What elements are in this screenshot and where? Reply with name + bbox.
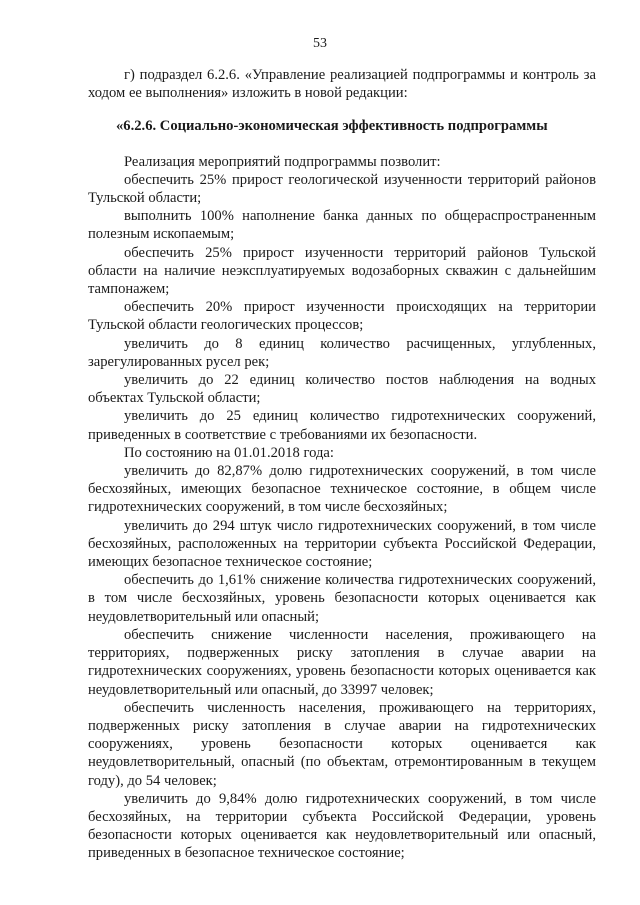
paragraph-9: По состоянию на 01.01.2018 года: [124, 444, 334, 461]
paragraph-13: обеспечить снижение численности населения, проживающего на территориях, подверженных риску затопления в случае аварии на гидротехнических сооружениях, уровень безопасности которых оценивается как неудовлетворительный или опасный, до 33997 человек; [88, 626, 596, 698]
intro-paragraph: г) подраздел 6.2.6. «Управление реализацией подпрограммы и контроль за ходом ее выполнения» изложить в новой редакции: [88, 67, 596, 102]
paragraph-2: обеспечить 25% прирост геологической изученности территорий районов Тульской области; [88, 171, 596, 207]
paragraph-10: увеличить до 82,87% долю гидротехнических сооружений, в том числе бесхозяйных, имеющих безопасное техническое состояние, в общем числе гидротехнических сооружений, в том числе бесхозяйных; [88, 463, 596, 516]
paragraph-1: Реализация мероприятий подпрограммы позволит: [124, 153, 441, 170]
paragraph-4: обеспечить 25% прирост изученности территорий районов Тульской области на наличие неэксплуатируемых водозаборных скважин с дальнейшим тампонажем; [88, 244, 596, 298]
paragraph-11: увеличить до 294 штук число гидротехнических сооружений, в том числе бесхозяйных, расположенных на территории субъекта Российской Федерации, имеющих безопасное техническое состояние; [88, 517, 596, 571]
paragraph-7: увеличить до 22 единиц количество постов наблюдения на водных объектах Тульской области; [88, 372, 596, 407]
paragraph-8: увеличить до 25 единиц количество гидротехнических сооружений, приведенных в соответствие с требованиями их безопасности. [88, 408, 596, 443]
section-heading: «6.2.6. Социально-экономическая эффективность подпрограммы [116, 118, 548, 135]
paragraph-3: выполнить 100% наполнение банка данных по общераспространенным полезным ископаемым; [88, 208, 596, 243]
document-body [88, 66, 596, 863]
page-number: 53 [313, 36, 327, 51]
paragraph-12: обеспечить до 1,61% снижение количества гидротехнических сооружений, в том числе бесхозяйных, уровень безопасности которых оценивается как неудовлетворительный или опасный; [88, 572, 596, 625]
paragraph-15: увеличить до 9,84% долю гидротехнических сооружений, в том числе бесхозяйных, на территории субъекта Российской Федерации, уровень безопасности которых оценивается как неудовлетворительный или опасный, приведенных в безопасное техническое состояние; [88, 790, 596, 862]
paragraph-5: обеспечить 20% прирост изученности происходящих на территории Тульской области геологических процессов; [88, 299, 596, 334]
paragraph-6: увеличить до 8 единиц количество расчищенных, углубленных, зарегулированных русел рек; [88, 335, 596, 370]
paragraph-14: обеспечить численность населения, проживающего на территориях, подверженных риску затопления в случае аварии на гидротехнических сооружениях, уровень безопасности которых оценивается как неудовлетворительный, опасный (по объектам, отремонтированным в текущем году), до 54 человек; [88, 699, 596, 789]
